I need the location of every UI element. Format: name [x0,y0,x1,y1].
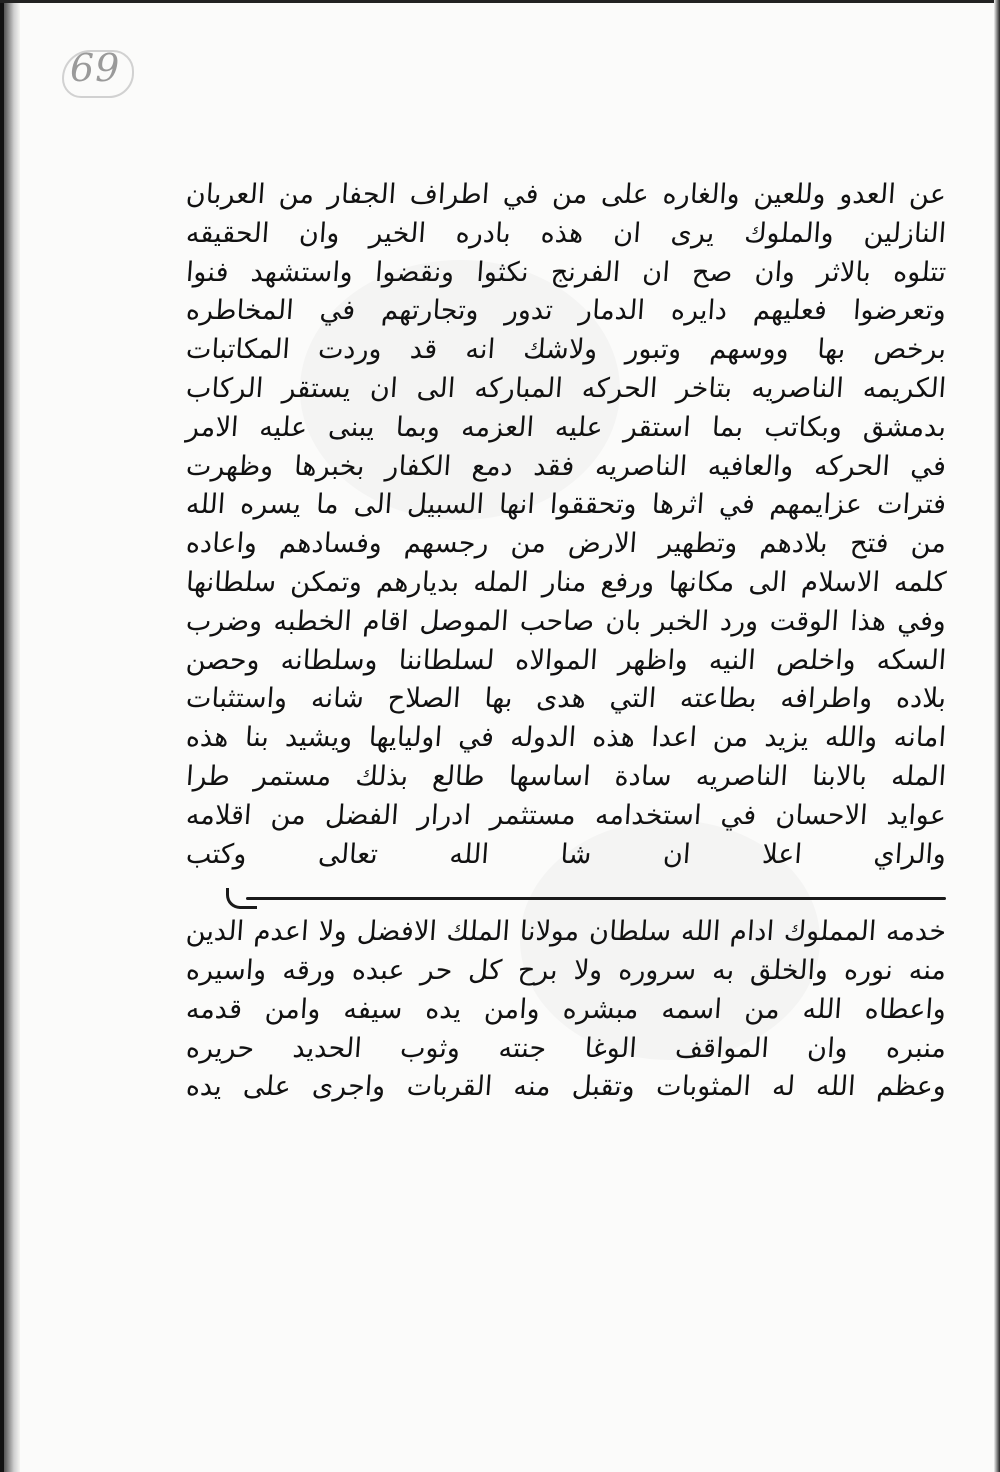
manuscript-line: وفي هذا الوقت ورد الخبر بان صاحب الموصل اقام الخطبه وضرب [184,605,948,637]
top-frame [0,0,1000,3]
separator-rule [246,897,946,900]
manuscript-line: فترات عزايمهم في اثرها وتحققوا انها السبيل الى ما يسره الله [184,489,948,521]
manuscript-line: في الحركه والعافيه الناصريه فقد دمع الكفار بخبرها وظهرت [184,450,948,482]
manuscript-line: منبره وان المواقف الوغا جنته وثوب الحديد حريره [184,1032,948,1064]
separator-flourish [226,888,257,909]
manuscript-line: من فتح بلادهم وتطهير الارض من رجسهم وفسادهم واعاده [184,528,948,560]
left-frame [0,0,4,1472]
right-edge [994,0,1000,1472]
manuscript-line: منه نوره والخلق به سروره ولا برح كل حر عبده ورقه واسيره [184,954,948,986]
manuscript-line: المله بالابنا الناصريه سادة اساسها طالع بذلك مستمر طرا [184,760,948,792]
manuscript-line: بلاده واطرافه بطاعته التي هدى بها الصلاح شانه واستثبات [184,683,948,715]
section-separator [186,874,946,913]
manuscript-line: برخص بها ووسهم وتبور ولاشك انه قد وردت المكاتبات [184,334,948,366]
manuscript-line: الكريمه الناصريه بتاخر الحركه المباركه الى ان يستقر الركاب [184,372,948,404]
manuscript-line: واعطاه الله من اسمه مبشره وامن يده سيفه وامن قدمه [184,993,948,1025]
manuscript-line: خدمه المملوك ادام الله سلطان مولانا الملك الافضل ولا اعدم الدين [184,916,948,948]
folio-number: 69 [70,46,121,90]
manuscript-line: كلمه الاسلام الى مكانها ورفع منار المله بديارهم وتمكن سلطانها [184,566,948,598]
manuscript-line: عن العدو وللعين والغاره على من في اطراف الجفار من العربان [184,179,948,210]
manuscript-line: وتعرضوا فعليهم دايره الدمار تدور وتجارتهم في المخاطره [184,295,948,327]
manuscript-text-block [186,176,946,1107]
manuscript-line: بدمشق وبكاتب بما استقر عليه العزمه وبما يبنى عليه الامر [184,411,948,443]
manuscript-line: امانه والله يزيد من اعدا هذه الدوله في اوليايها ويشيد بنا هذه [184,722,948,754]
manuscript-line: والراي اعلا ان شا الله تعالى وكتب [184,838,948,870]
manuscript-line: تتلوه بالاثر وان صح ان الفرنج نكثوا ونقضوا واستشهد فنوا [184,256,948,288]
manuscript-line: النازلين والملوك يرى ان هذه بادره الخير وان الحقيقه [184,217,948,249]
manuscript-line: وعظم الله له المثوبات وتقبل منه القربات واجرى على يده [184,1071,948,1103]
manuscript-line: عوايد الاحسان في استخدامه مستثمر ادرار الفضل من اقلامه [184,799,948,831]
manuscript-line: السكه واخلص النيه واظهر الموالاه لسلطاننا وسلطانه وحصن [184,644,948,676]
